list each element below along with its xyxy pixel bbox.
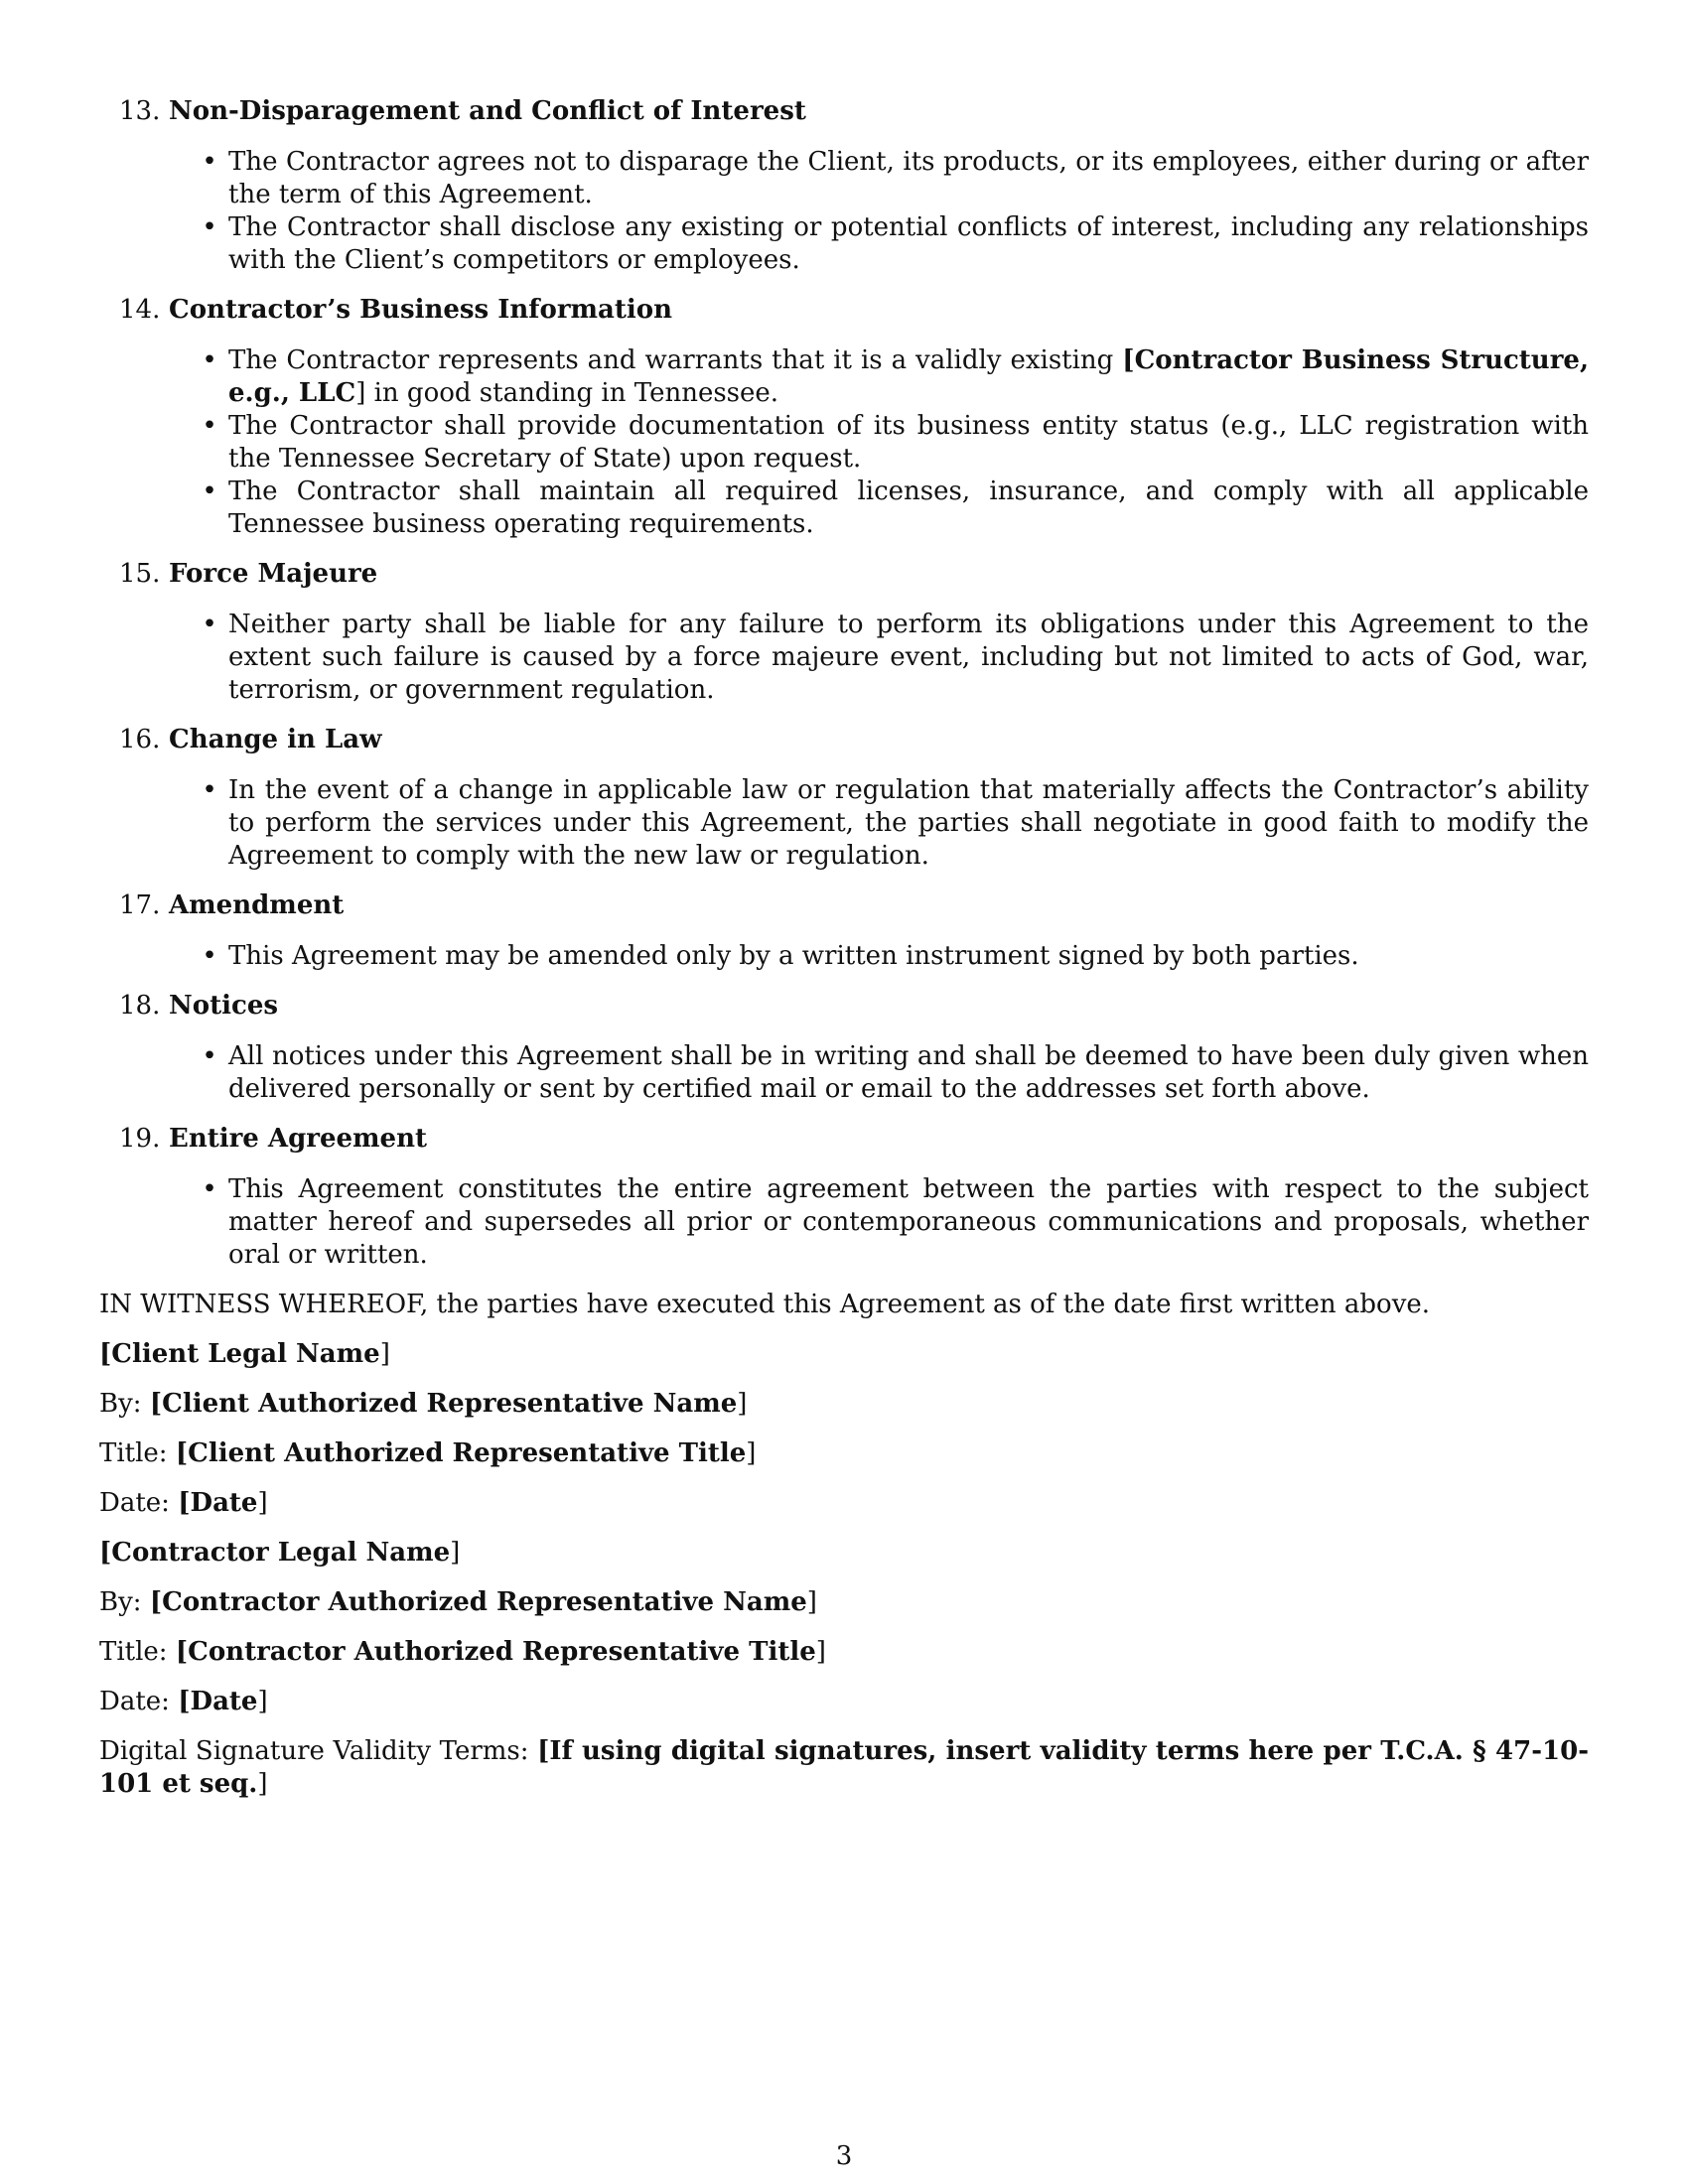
- section-heading: [119, 990, 1589, 1023]
- text-run: IN WITNESS WHEREOF, the parties have executed this Agreement as of the date first written above.: [99, 1290, 1431, 1319]
- bold-text: [Contractor Business Structure, e.g., LLC: [228, 345, 1589, 408]
- text-run: The Contractor represents and warrants that it is a validly existing: [228, 345, 1123, 375]
- section-heading: [119, 294, 1589, 327]
- bold-text: [Contractor Authorized Representative Title: [175, 1637, 816, 1667]
- witness-statement: [99, 1289, 1589, 1321]
- signature-line: [99, 1338, 1589, 1371]
- list-item: [99, 940, 1589, 973]
- bullet-icon: •: [202, 147, 217, 177]
- text-run: Date:: [99, 1488, 179, 1518]
- bullet-list: [99, 774, 1589, 873]
- signature-block: [99, 1289, 1589, 1801]
- list-item: [99, 476, 1589, 541]
- section-13: [99, 95, 1589, 277]
- section-title: Notices: [169, 991, 279, 1021]
- list-item: [99, 609, 1589, 707]
- signature-line: [99, 1487, 1589, 1520]
- text-run: ]: [815, 1637, 826, 1667]
- text-run: By:: [99, 1587, 150, 1617]
- section-19: [99, 1123, 1589, 1272]
- text-run: ]: [737, 1389, 748, 1419]
- signature-line: [99, 1735, 1589, 1801]
- section-heading: [119, 724, 1589, 756]
- section-title: Amendment: [169, 890, 345, 920]
- list-item: [99, 344, 1589, 410]
- section-number: 14.: [119, 295, 161, 325]
- section-heading: [119, 889, 1589, 922]
- text-run: The Contractor shall provide documentation of its business entity status (e.g., LLC registration with the Tennessee Secretary of State) upon request.: [228, 411, 1589, 474]
- text-run: ]: [257, 1488, 268, 1518]
- bullet-icon: •: [202, 212, 217, 242]
- text-run: By:: [99, 1389, 150, 1419]
- text-run: ]: [450, 1538, 461, 1568]
- list-item: [99, 774, 1589, 873]
- bullet-icon: •: [202, 1041, 217, 1071]
- bullet-icon: •: [202, 411, 217, 441]
- section-title: Contractor’s Business Information: [169, 295, 673, 325]
- text-run: The Contractor agrees not to disparage the Client, its products, or its employees, either during or after the term of this Agreement.: [228, 147, 1589, 209]
- bullet-icon: •: [202, 477, 217, 506]
- bold-text: [Date: [178, 1488, 258, 1518]
- text-run: The Contractor shall maintain all required licenses, insurance, and comply with all applicable Tennessee business operating requirements.: [228, 477, 1589, 539]
- section-18: [99, 990, 1589, 1106]
- signature-line: [99, 1388, 1589, 1421]
- section-number: 13.: [119, 96, 161, 126]
- signature-line: [99, 1686, 1589, 1718]
- section-title: Non-Disparagement and Conflict of Interest: [169, 96, 806, 126]
- list-item: [99, 1173, 1589, 1272]
- text-run: The Contractor shall disclose any existing or potential conflicts of interest, including any relationships with the Client’s competitors or employees.: [228, 212, 1589, 275]
- signature-line: [99, 1586, 1589, 1619]
- text-run: Digital Signature Validity Terms:: [99, 1736, 538, 1766]
- text-run: Date:: [99, 1687, 179, 1716]
- text-run: ]: [257, 1687, 268, 1716]
- section-number: 16.: [119, 725, 161, 754]
- text-run: Neither party shall be liable for any failure to perform its obligations under this Agreement to the extent such failure is caused by a force majeure event, including but not limited to acts of God, war, terrorism, or government regulation.: [228, 610, 1589, 705]
- section-number: 18.: [119, 991, 161, 1021]
- list-item: [99, 211, 1589, 277]
- text-run: ]: [379, 1339, 390, 1369]
- list-item: [99, 146, 1589, 211]
- signature-line: [99, 1636, 1589, 1669]
- section-title: Entire Agreement: [169, 1124, 427, 1154]
- document-page: [99, 95, 1589, 1818]
- text-run: Title:: [99, 1438, 176, 1468]
- text-run: ]: [746, 1438, 757, 1468]
- bullet-icon: •: [202, 610, 217, 639]
- bullet-icon: •: [202, 345, 217, 375]
- section-heading: [119, 1123, 1589, 1156]
- section-15: [99, 558, 1589, 707]
- bullet-list: [99, 1040, 1589, 1106]
- text-run: ]: [806, 1587, 817, 1617]
- signature-line: [99, 1537, 1589, 1570]
- section-number: 19.: [119, 1124, 161, 1154]
- text-run: Title:: [99, 1637, 176, 1667]
- section-number: 15.: [119, 559, 161, 589]
- bullet-list: [99, 609, 1589, 707]
- sections-list: [99, 95, 1589, 1272]
- section-heading: [119, 95, 1589, 128]
- text-run: ]: [257, 1769, 268, 1799]
- bold-text: [If using digital signatures, insert validity terms here per T.C.A. § 47-10-101 et seq.: [99, 1736, 1590, 1799]
- signature-line: [99, 1437, 1589, 1470]
- text-run: All notices under this Agreement shall be in writing and shall be deemed to have been duly given when delivered personally or sent by certified mail or email to the addresses set forth above.: [228, 1041, 1589, 1104]
- list-item: [99, 1040, 1589, 1106]
- section-14: [99, 294, 1589, 541]
- bold-text: [Date: [178, 1687, 258, 1716]
- bullet-list: [99, 1173, 1589, 1272]
- list-item: [99, 410, 1589, 476]
- bold-text: [Contractor Legal Name: [99, 1538, 451, 1568]
- section-17: [99, 889, 1589, 973]
- text-run: This Agreement constitutes the entire agreement between the parties with respect to the subject matter hereof and supersedes all prior or contemporaneous communications and proposals, whether oral or written.: [228, 1174, 1589, 1270]
- bullet-list: [99, 146, 1589, 277]
- text-run: This Agreement may be amended only by a written instrument signed by both parties.: [228, 941, 1359, 971]
- bullet-list: [99, 940, 1589, 973]
- bullet-list: [99, 344, 1589, 541]
- bullet-icon: •: [202, 775, 217, 805]
- section-title: Force Majeure: [169, 559, 378, 589]
- bold-text: [Client Authorized Representative Title: [175, 1438, 747, 1468]
- text-run: In the event of a change in applicable law or regulation that materially affects the Contractor’s ability to perform the services under this Agreement, the parties shall negotiate in good faith to modify the Agreement to comply with the new law or regulation.: [228, 775, 1589, 871]
- text-run: ] in good standing in Tennessee.: [355, 378, 779, 408]
- section-heading: [119, 558, 1589, 591]
- bold-text: [Contractor Authorized Representative Name: [149, 1587, 807, 1617]
- bullet-icon: •: [202, 941, 217, 971]
- section-title: Change in Law: [169, 725, 382, 754]
- bullet-icon: •: [202, 1174, 217, 1204]
- page-number: 3: [835, 2141, 853, 2171]
- bold-text: [Client Authorized Representative Name: [149, 1389, 738, 1419]
- section-16: [99, 724, 1589, 873]
- bold-text: [Client Legal Name: [99, 1339, 380, 1369]
- section-number: 17.: [119, 890, 161, 920]
